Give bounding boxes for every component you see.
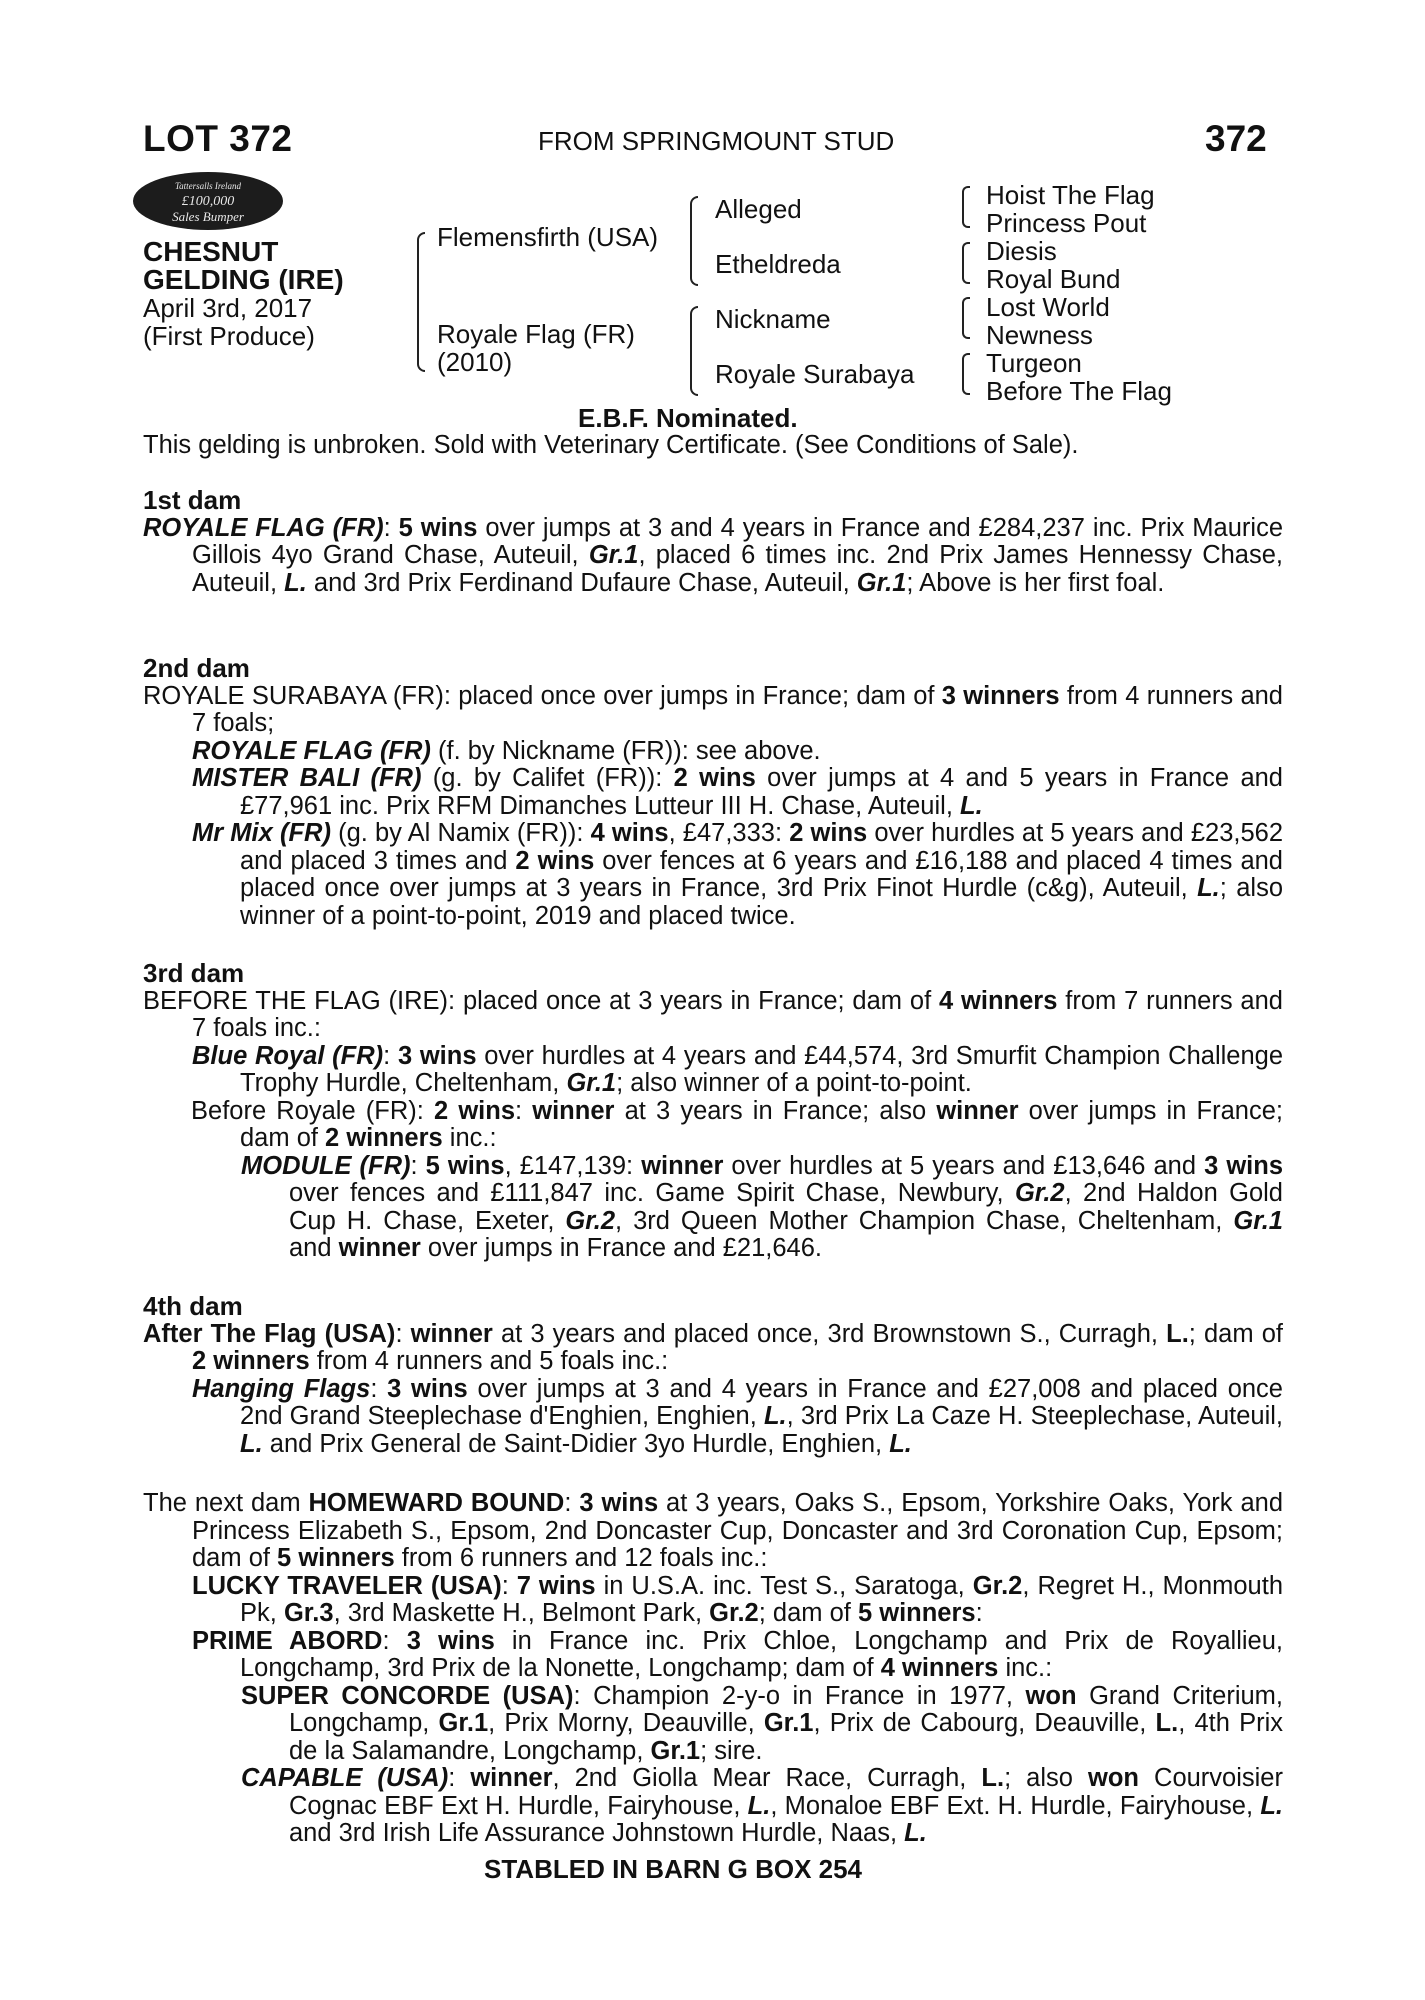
fourth-dam-heading: 4th dam: [143, 1291, 243, 1321]
produce-lucky-traveler: LUCKY TRAVELER (USA): 7 wins in U.S.A. inc. Test S., Saratoga, Gr.2, Regret H., Monmouth Pk, Gr.3, 3rd Maskette H., Belmont Park, Gr.2; dam of 5 winners:: [192, 1571, 1283, 1627]
horse-dob: April 3rd, 2017: [143, 293, 313, 323]
badge-line-2: £100,000: [181, 194, 235, 209]
pedigree-brace-dd: [962, 353, 970, 395]
pedigree-dam-dam: Royale Surabaya: [715, 359, 915, 389]
pedigree-ssd: Princess Pout: [986, 208, 1147, 238]
second-dam-heading: 2nd dam: [143, 653, 250, 683]
badge-line-1: Tattersalls Ireland: [174, 181, 242, 191]
pedigree-sire-sire: Alleged: [715, 194, 802, 224]
pedigree-sss: Hoist The Flag: [986, 180, 1155, 210]
pedigree-dam-sire: Nickname: [715, 304, 831, 334]
next-dam-record: The next dam HOMEWARD BOUND: 3 wins at 3 years, Oaks S., Epsom, Yorkshire Oaks, York and Princess Elizabeth S., Epsom, 2nd Doncaster Cup, Doncaster and 3rd Coronation Cup, Epsom; dam of 5 winners from 6 runners and 12 foals inc.:: [143, 1489, 1284, 1572]
first-dam-heading: 1st dam: [143, 485, 242, 515]
horse-colour: CHESNUT: [143, 236, 279, 267]
fourth-dam-section: [143, 1293, 1283, 1458]
horse-note: (First Produce): [143, 321, 315, 351]
produce-hanging-flags: Hanging Flags: 3 wins over jumps at 3 and 4 years in France and £27,008 and placed once 2nd Grand Steeplechase d'Enghien, Enghien, L., 3rd Prix La Caze H. Steeplechase, Auteuil, L. and Prix General de Saint-Didier 3yo Hurdle, Enghien, L.: [192, 1374, 1283, 1458]
produce-before-royale: Before Royale (FR): 2 wins: winner at 3 years in France; also winner over jumps in France; dam of 2 winners inc.:: [191, 1096, 1283, 1152]
pedigree-sire-dam: Etheldreda: [715, 249, 841, 279]
pedigree-brace-dam: [690, 306, 698, 396]
sale-note: This gelding is unbroken. Sold with Veterinary Certificate. (See Conditions of Sale).: [143, 431, 1079, 459]
produce-royale-flag: ROYALE FLAG (FR) (f. by Nickname (FR)): see above.: [192, 736, 821, 765]
pedigree-dam-year: (2010): [437, 347, 513, 377]
second-dam-section: [143, 655, 1283, 930]
pedigree-ddd: Before The Flag: [986, 376, 1172, 406]
fourth-dam-record: After The Flag (USA): winner at 3 years and placed once, 3rd Brownstown S., Curragh, L.; dam of 2 winners from 4 runners and 5 foals inc.:: [143, 1319, 1283, 1375]
third-dam-record: BEFORE THE FLAG (IRE): placed once at 3 years in France; dam of 4 winners from 7 runners and 7 foals inc.:: [143, 986, 1283, 1042]
lot-number: 372: [1205, 118, 1267, 159]
pedigree-brace-ds: [962, 297, 970, 339]
stabling-info: STABLED IN BARN G BOX 254: [484, 1854, 863, 1884]
first-dam-section: [143, 487, 1283, 597]
first-dam-record: ROYALE FLAG (FR): 5 wins over jumps at 3 and 4 years in France and £284,237 inc. Prix Maurice Gillois 4yo Grand Chase, Auteuil, Gr.1, placed 6 times inc. 2nd Prix James Hennessy Chase, Auteuil, L. and 3rd Prix Ferdinand Dufaure Chase, Auteuil, Gr.1; Above is her first foal.: [143, 513, 1283, 597]
pedigree-sire: Flemensfirth (USA): [437, 222, 659, 252]
ebf-nominated: E.B.F. Nominated.: [578, 403, 798, 433]
pedigree-sds: Diesis: [986, 236, 1057, 266]
second-dam-record: ROYALE SURABAYA (FR): placed once over jumps in France; dam of 3 winners from 4 runners and 7 foals;: [143, 681, 1283, 737]
pedigree-dss: Lost World: [986, 292, 1110, 322]
produce-blue-royal: Blue Royal (FR): 3 wins over hurdles at 4 years and £44,574, 3rd Smurfit Champion Challenge Trophy Hurdle, Cheltenham, Gr.1; also winner of a point-to-point.: [192, 1041, 1284, 1097]
pedigree-dsd: Newness: [986, 320, 1093, 350]
pedigree-sdd: Royal Bund: [986, 264, 1121, 294]
third-dam-heading: 3rd dam: [143, 958, 245, 988]
pedigree-brace-ss: [962, 186, 970, 228]
pedigree-brace-main: [417, 232, 425, 372]
pedigree-dam: Royale Flag (FR): [437, 319, 635, 349]
third-dam-section: [143, 960, 1283, 1263]
sales-bumper-logo: [133, 172, 283, 230]
horse-sex: GELDING (IRE): [143, 264, 344, 295]
pedigree-brace-sd: [962, 242, 970, 284]
vendor-label: FROM SPRINGMOUNT STUD: [538, 126, 895, 156]
pedigree-dds: Turgeon: [986, 348, 1082, 378]
lot-label: LOT 372: [143, 118, 293, 159]
produce-mister-bali: MISTER BALI (FR) (g. by Califet (FR)): 2 wins over jumps at 4 and 5 years in France and £77,961 inc. Prix RFM Dimanches Lutteur III H. Chase, Auteuil, L.: [192, 764, 1283, 820]
next-dam-section: [143, 1490, 1283, 1848]
badge-line-3: Sales Bumper: [172, 209, 244, 224]
pedigree-brace-sire: [690, 196, 698, 286]
produce-capable: CAPABLE (USA): winner, 2nd Giolla Mear Race, Curragh, L.; also won Courvoisier Cognac EBF Ext H. Hurdle, Fairyhouse, L., Monaloe EBF Ext. H. Hurdle, Fairyhouse, L. and 3rd Irish Life Assurance Johnstown Hurdle, Naas, L.: [241, 1764, 1283, 1847]
produce-prime-abord: PRIME ABORD: 3 wins in France inc. Prix Chloe, Longchamp and Prix de Royallieu, Longchamp, 3rd Prix de la Nonette, Longchamp; dam of 4 winners inc.:: [192, 1626, 1283, 1682]
produce-module: MODULE (FR): 5 wins, £147,139: winner over hurdles at 5 years and £13,646 and 3 wins over fences and £111,847 inc. Game Spirit Chase, Newbury, Gr.2, 2nd Haldon Gold Cup H. Chase, Exeter, Gr.2, 3rd Queen Mother Champion Chase, Cheltenham, Gr.1 and winner over jumps in France and £21,646.: [241, 1151, 1283, 1262]
produce-super-concorde: SUPER CONCORDE (USA): Champion 2-y-o in France in 1977, won Grand Criterium, Longchamp, Gr.1, Prix Morny, Deauville, Gr.1, Prix de Cabourg, Deauville, L., 4th Prix de la Salamandre, Longchamp, Gr.1; sire.: [241, 1681, 1284, 1765]
produce-mr-mix: Mr Mix (FR) (g. by Al Namix (FR)): 4 wins, £47,333: 2 wins over hurdles at 5 years and £23,562 and placed 3 times and 2 wins over fences at 6 years and £16,188 and placed 4 times and placed once over jumps at 3 years in France, 3rd Prix Finot Hurdle (c&g), Auteuil, L.; also winner of a point-to-point, 2019 and placed twice.: [192, 819, 1284, 930]
